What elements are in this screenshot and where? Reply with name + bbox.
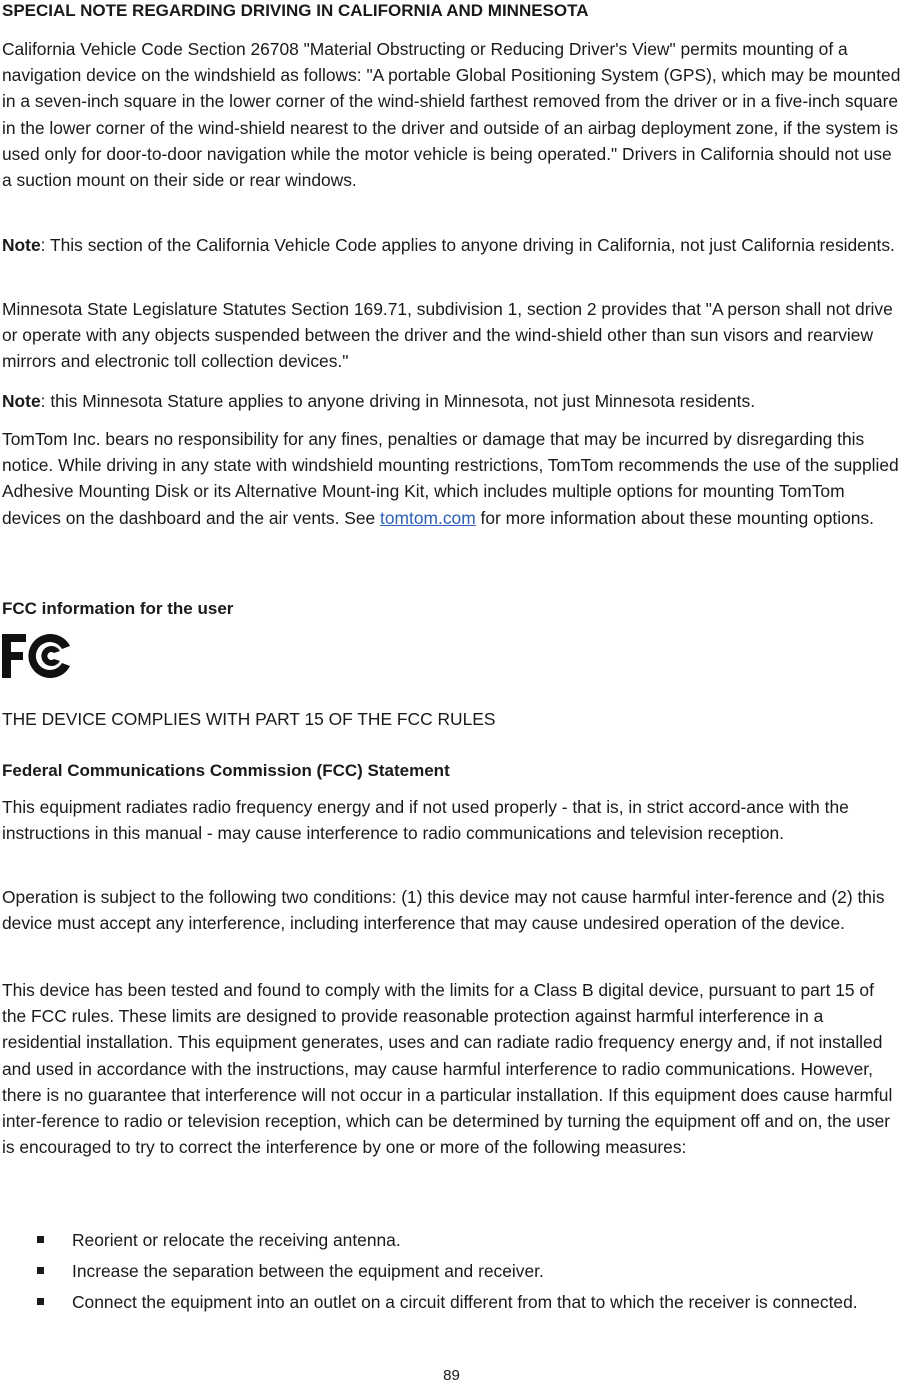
fcc-logo-icon [2, 632, 72, 680]
list-item [2, 1258, 902, 1284]
note-text: : this Minnesota Stature applies to anyone driving in Minnesota, not just Minnesota residents. [40, 391, 756, 411]
minnesota-statute-paragraph: Minnesota State Legislature Statutes Section 169.71, subdivision 1, section 2 provides that "A person shall not drive or operate with any objects suspended between the driver and the wind-shield other than sun visors and rearview mirrors and electronic toll collection devices." [2, 299, 893, 372]
fcc-statement-heading: Federal Communications Commission (FCC) Statement [2, 761, 450, 780]
paragraph-text: for more information about these mounting options. [475, 507, 874, 528]
fcc-paragraph-radiation: This equipment radiates radio frequency energy and if not used properly - that is, in strict accord-ance with the instructions in this manual - may cause interference to radio communications and television reception. [2, 797, 849, 844]
paragraph-text: TomTom Inc. bears no responsibility for any fines, penalties or damage that may be incurred by disregarding this notice. While driving in any state with windshield mounting restrictions, TomTom recommends the use of the supplied Adhesive Mounting Disk or its Alternative Mount-ing Kit, which includes multiple options for mounting TomTom devices on the dashboard and the air vents. See [2, 429, 899, 528]
bullet-icon [37, 1236, 44, 1243]
fcc-paragraph-conditions: Operation is subject to the following two conditions: (1) this device may not cause harmful inter-ference and (2) this device must accept any interference, including interference that may cause undesired operation of the device. [2, 887, 885, 934]
list-item-text: Increase the separation between the equipment and receiver. [72, 1261, 544, 1282]
note-text: : This section of the California Vehicle Code applies to anyone driving in California, not just California residents. [40, 235, 895, 255]
bullet-icon [37, 1298, 44, 1305]
interference-measures-list [2, 1227, 902, 1321]
fcc-compliance-statement: THE DEVICE COMPLIES WITH PART 15 OF THE FCC RULES [2, 709, 496, 729]
california-code-paragraph: California Vehicle Code Section 26708 "Material Obstructing or Reducing Driver's View" permits mounting of a navigation device on the windshield as follows: "A portable Global Positioning System (GPS), which may be mounted in a seven-inch square in the lower corner of the wind-shield farthest removed from the driver or in a five-inch square in the lower corner of the wind-shield nearest to the driver and outside of an airbag deployment zone, if the system is used only for door-to-door navigation while the motor vehicle is being operated." Drivers in California should not use a suction mount on their side or rear windows. [2, 39, 901, 191]
page-number: 89 [443, 1367, 460, 1384]
minnesota-note [2, 388, 755, 414]
bullet-icon [37, 1267, 44, 1274]
list-item [2, 1289, 902, 1315]
list-item [2, 1227, 902, 1253]
note-label: Note [2, 235, 41, 255]
fcc-user-info-heading: FCC information for the user [2, 599, 234, 618]
list-item-text: Connect the equipment into an outlet on a circuit different from that to which the receiver is connected. [72, 1292, 858, 1313]
tomtom-responsibility-paragraph [2, 426, 902, 531]
california-minnesota-heading: SPECIAL NOTE REGARDING DRIVING IN CALIFORNIA AND MINNESOTA [2, 1, 589, 20]
tomtom-link[interactable]: tomtom.com [380, 507, 476, 528]
note-label: Note [2, 391, 41, 411]
california-note [2, 232, 895, 258]
list-item-text: Reorient or relocate the receiving antenna. [72, 1230, 401, 1250]
fcc-paragraph-class-b: This device has been tested and found to comply with the limits for a Class B digital device, pursuant to part 15 of the FCC rules. These limits are designed to provide reasonable protection against harmful interference in a residential installation. This equipment generates, uses and can radiate radio frequency energy and, if not installed and used in accordance with the instructions, may cause harmful interference to radio communications. However, there is no guarantee that interference will not occur in a particular installation. If this equipment does cause harmful inter-ference to radio or television reception, which can be determined by turning the equipment off and on, the user is encouraged to try to correct the interference by one or more of the following measures: [2, 980, 893, 1158]
